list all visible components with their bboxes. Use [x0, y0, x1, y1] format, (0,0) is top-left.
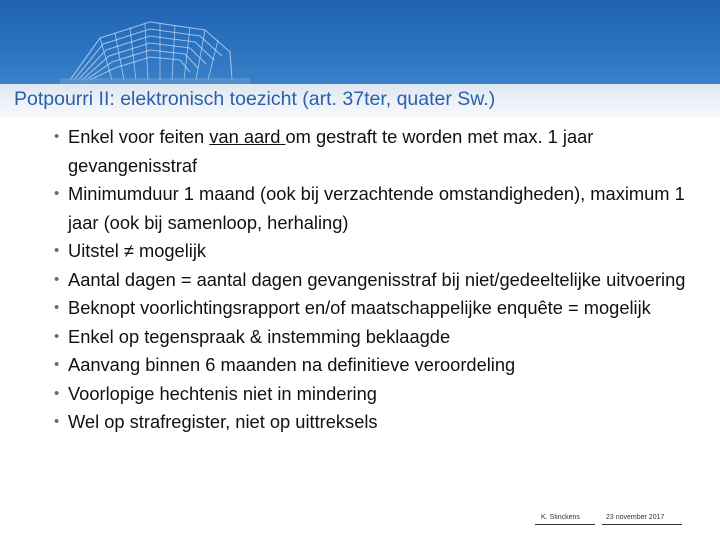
bullet-point-icon: •	[54, 356, 60, 373]
bullet-list	[54, 123, 714, 437]
bullet-item	[54, 351, 714, 380]
bullet-item	[54, 123, 714, 180]
bullet-point-icon: •	[54, 128, 60, 145]
bullet-item	[54, 294, 714, 323]
bullet-item	[54, 266, 714, 295]
bullet-text: Enkel voor feiten	[68, 126, 210, 147]
bullet-text: Wel op strafregister, niet op uittreksels	[68, 411, 378, 432]
header-banner	[0, 0, 720, 84]
bullet-text: Beknopt voorlichtingsrapport en/of maatschappelijke enquête = mogelijk	[68, 297, 651, 318]
bullet-point-icon: •	[54, 299, 60, 316]
bullet-text: Enkel op tegenspraak & instemming beklaagde	[68, 325, 451, 347]
bullet-text: Aanvang binnen 6 maanden na definitieve veroordeling	[68, 354, 516, 375]
bullet-item	[54, 180, 714, 237]
bullet-point-icon: •	[54, 242, 60, 259]
bullet-point-icon: •	[54, 270, 60, 288]
bullet-text: Minimumduur 1 maand (ook bij verzachtende omstandigheden), maximum 1 jaar (ook bij samenloop, herhaling)	[68, 183, 685, 233]
bullet-text: Uitstel ≠ mogelijk	[68, 240, 207, 261]
bullet-list-container	[54, 123, 714, 437]
slide-title: Potpourri II: elektronisch toezicht (art. 37ter, quater Sw.)	[14, 88, 496, 110]
bullet-point-icon: •	[54, 327, 60, 345]
footer-divider	[535, 524, 595, 525]
bullet-item	[54, 380, 714, 409]
footer-divider	[602, 524, 682, 525]
bullet-underlined-text: van aard	[209, 126, 286, 147]
building-illustration-icon	[0, 0, 720, 84]
bullet-text: Aantal dagen = aantal dagen gevangenisstraf bij niet/gedeeltelijke uitvoering	[68, 268, 686, 290]
footer-date: 23 november 2017	[606, 514, 665, 521]
bullet-text: Voorlopige hechtenis niet in mindering	[68, 382, 377, 404]
bullet-text: om gestraft te worden met max. 1 jaar gevangenisstraf	[68, 126, 594, 176]
bullet-item	[54, 408, 714, 437]
bullet-item	[54, 323, 714, 352]
bullet-item	[54, 237, 714, 266]
bullet-point-icon: •	[54, 413, 60, 430]
bullet-point-icon: •	[54, 185, 60, 202]
footer-author: K. Stinckens	[541, 514, 580, 521]
bullet-point-icon: •	[54, 384, 60, 402]
